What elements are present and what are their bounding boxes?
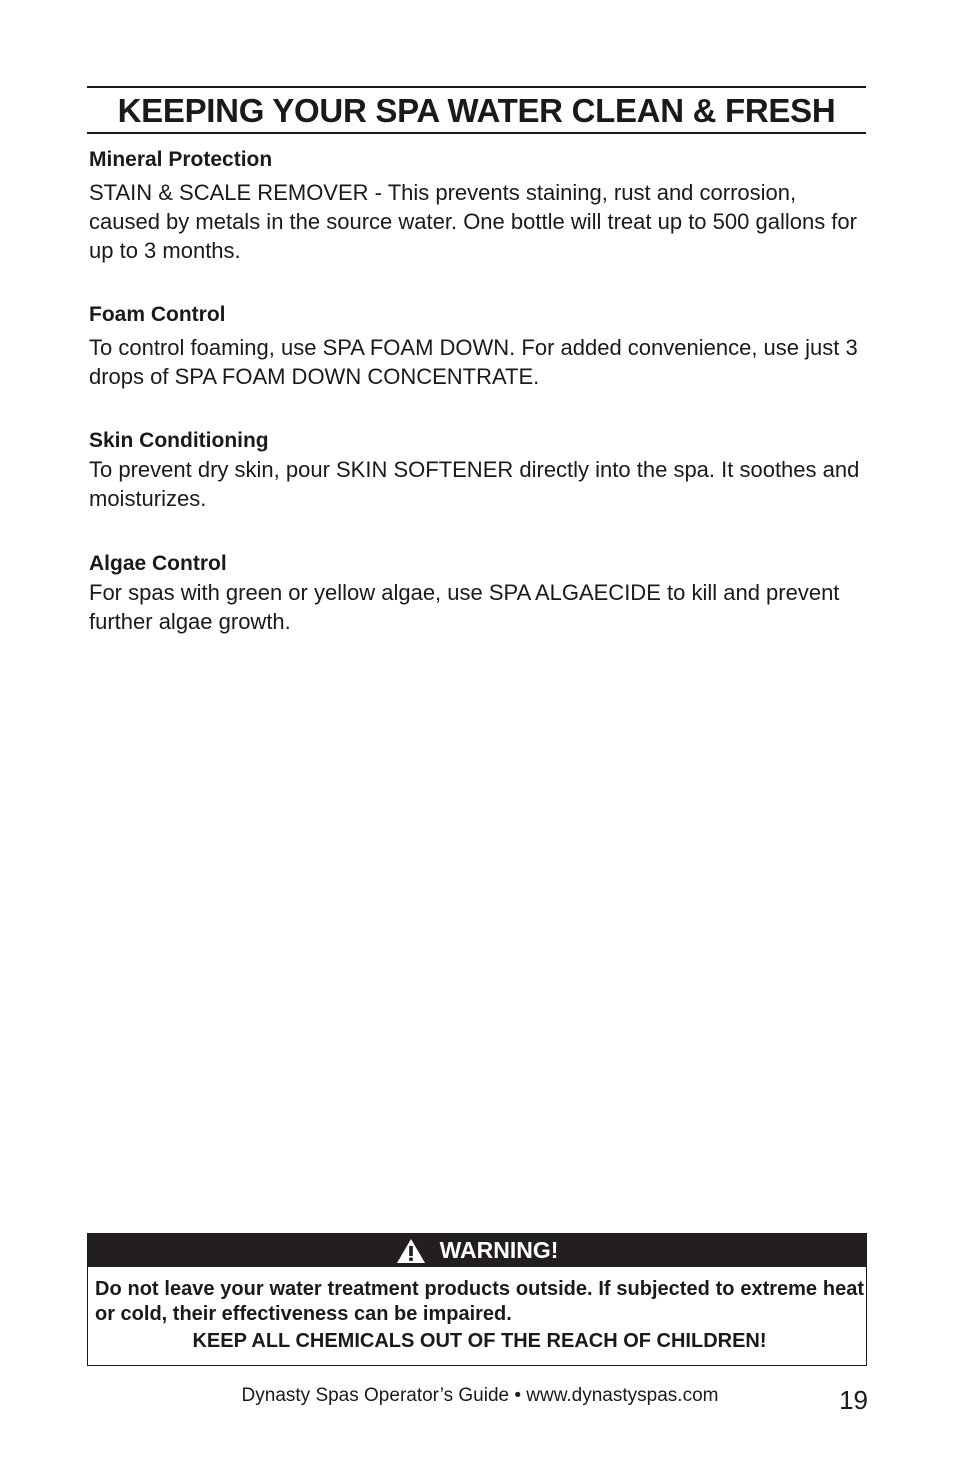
section-algae-control: [89, 550, 864, 636]
warning-label: WARNING!: [439, 1237, 559, 1263]
section-heading: Mineral Protection: [89, 148, 273, 171]
warning-header: [88, 1234, 866, 1267]
section-body: To prevent dry skin, pour SKIN SOFTENER directly into the spa. It soothes and moisturizes.: [89, 457, 860, 511]
page-title: KEEPING YOUR SPA WATER CLEAN & FRESH: [117, 92, 836, 129]
section-skin-conditioning: [89, 427, 864, 513]
section-heading: Skin Conditioning: [89, 429, 269, 452]
warning-caps-text: KEEP ALL CHEMICALS OUT OF THE REACH OF CHILDREN!: [192, 1330, 767, 1352]
warning-body: [88, 1267, 866, 1355]
warning-box: [87, 1233, 867, 1366]
footer-guide-text: Dynasty Spas Operator’s Guide • www.dynastyspas.com: [241, 1385, 719, 1406]
section-heading: Algae Control: [89, 552, 227, 575]
section-body: STAIN & SCALE REMOVER - This prevents staining, rust and corrosion, caused by metals in the source water. One bottle will treat up to 500 gallons for up to 3 months.: [89, 180, 857, 263]
section-mineral-protection: [89, 146, 864, 265]
page-number: 19: [839, 1385, 868, 1415]
page-title-block: [87, 86, 866, 134]
section-body: To control foaming, use SPA FOAM DOWN. For added convenience, use just 3 drops of SPA FOAM DOWN CONCENTRATE.: [89, 335, 858, 389]
section-heading: Foam Control: [89, 303, 226, 326]
section-foam-control: [89, 301, 864, 391]
section-body: For spas with green or yellow algae, use SPA ALGAECIDE to kill and prevent further algae growth.: [89, 580, 840, 634]
warning-text: Do not leave your water treatment products outside. If subjected to extreme heat or cold, their effectiveness can be impaired.: [95, 1278, 864, 1325]
warning-triangle-icon: [396, 1238, 426, 1264]
